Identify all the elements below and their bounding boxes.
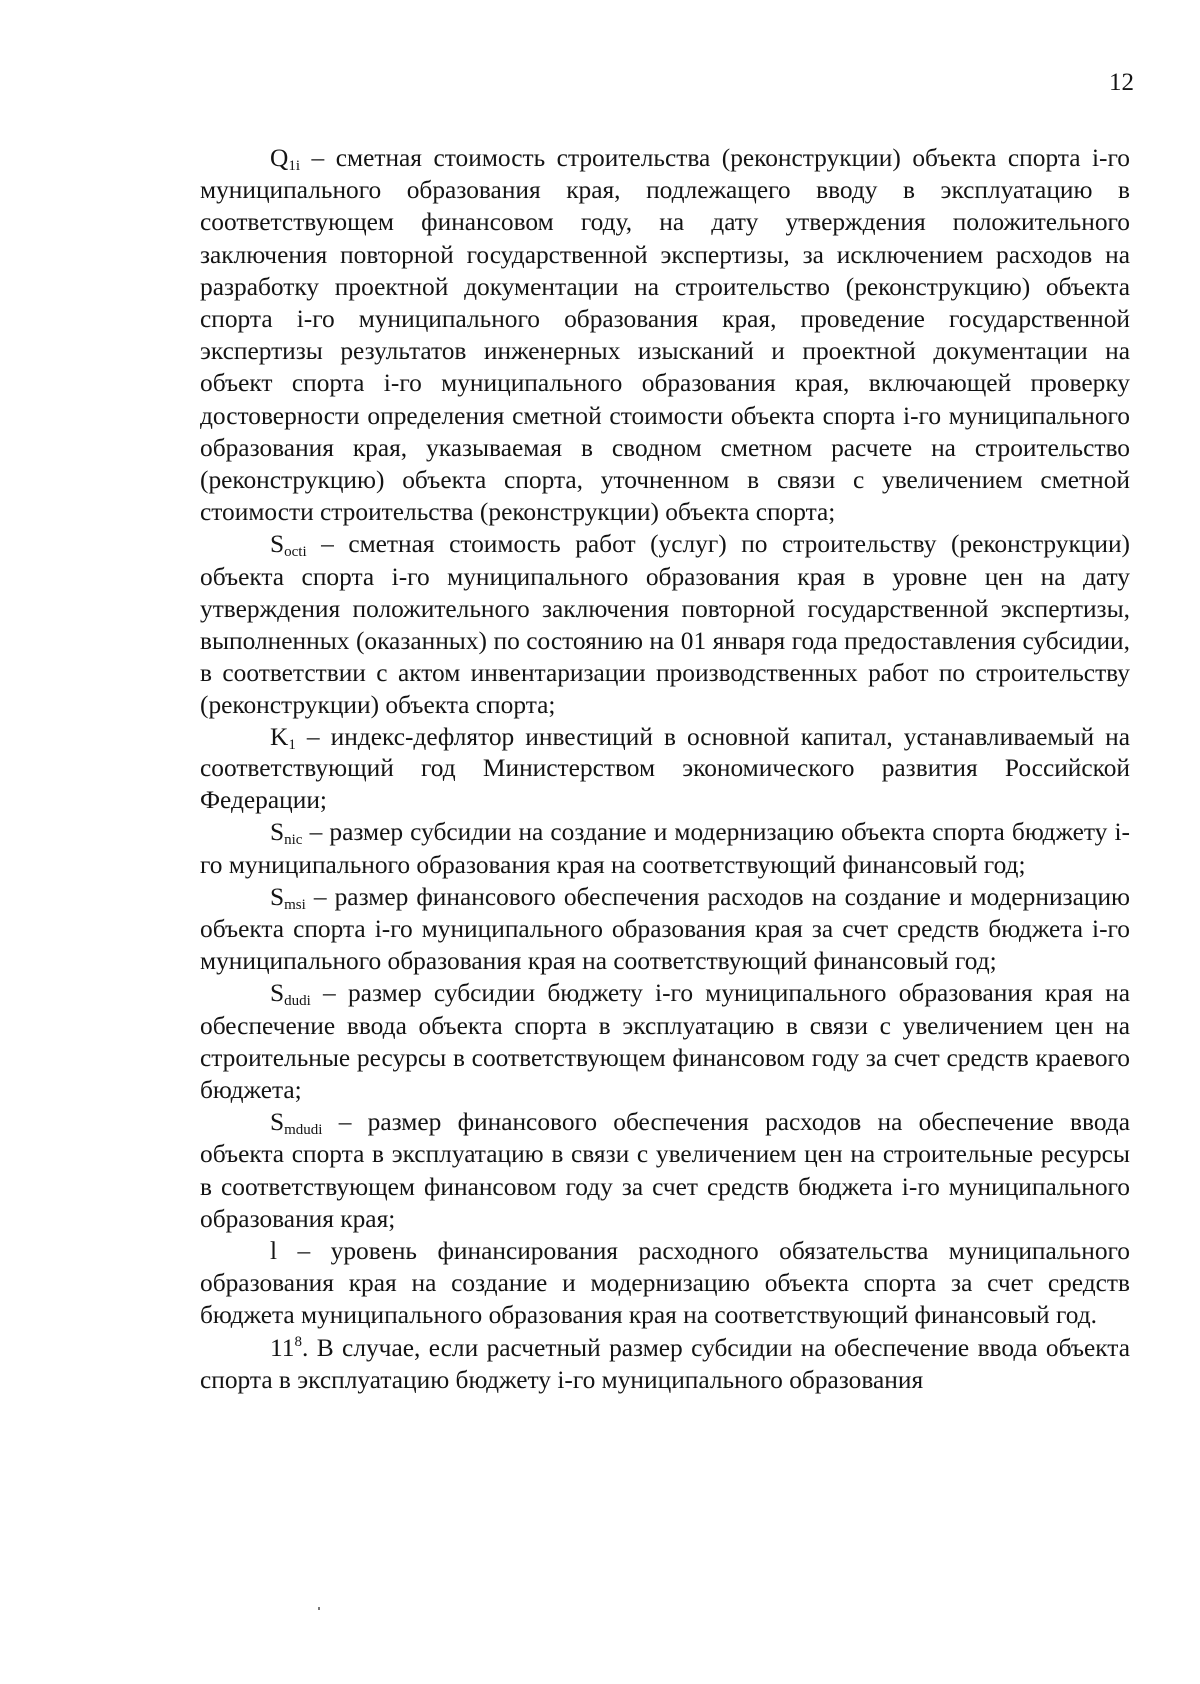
clause-number: $11^8$ [270, 1333, 302, 1362]
symbol: $Q_{1i}$ [270, 144, 301, 174]
definition-smsi [200, 881, 1130, 978]
definition-text: – размер субсидии на создание и модернизацию объекта спорта бюджету i-го муниципального образования края на соответствующий финансовый год; [200, 818, 1130, 879]
symbol: $S_{msi}$ [270, 882, 306, 913]
definition-smdudi [200, 1106, 1130, 1235]
definition-text: – индекс-дефлятор инвестиций в основной капитал, устанавливаемый на соответствующий год Министерством экономического развития Российской Федерации; [200, 722, 1130, 814]
definition-socti [200, 528, 1130, 721]
definition-q1i [200, 142, 1130, 528]
clause-text: . В случае, если расчетный размер субсидии на обеспечение ввода объекта спорта в эксплуатацию бюджету i-го муниципального образования [200, 1333, 1130, 1394]
symbol: $S_{dudi}$ [270, 979, 311, 1010]
definition-l [200, 1235, 1130, 1332]
definition-k1 [200, 722, 1130, 817]
definition-text: – размер финансового обеспечения расходов на создание и модернизацию объекта спорта i-го муниципального образования края за счет средств бюджета i-го муниципального образования края на соответствующий финансовый год; [200, 882, 1130, 976]
definition-sdudi [200, 977, 1130, 1106]
definition-snic [200, 816, 1130, 880]
scan-speck [318, 1607, 320, 1610]
definition-text: – размер финансового обеспечения расходов на обеспечение ввода объекта спорта в эксплуатацию в связи с увеличением цен на строительные ресурсы в соответствующем финансовом году за счет средств бюджета i-го муниципального образования края; [200, 1108, 1130, 1233]
definition-text: – уровень финансирования расходного обязательства муниципального образования края на создание и модернизацию объекта спорта за счет средств бюджета муниципального образования края на соответствующий финансовый год. [200, 1237, 1130, 1330]
symbol: l [270, 1237, 278, 1266]
document-body [200, 142, 1130, 1396]
symbol: $S_{mdudi}$ [270, 1108, 323, 1139]
clause-11-8 [200, 1332, 1130, 1396]
definition-text: – размер субсидии бюджету i-го муниципального образования края на обеспечение ввода объекта спорта в эксплуатацию в связи с увеличением цен на строительные ресурсы в соответствующем финансовом году за счет средств краевого бюджета; [200, 979, 1130, 1105]
definition-text: – сметная стоимость работ (услуг) по строительству (реконструкции) объекта спорта i-го муниципального образования края в уровне цен на дату утверждения положительного заключения повторной государственной экспертизы, выполненных (оказанных) по состоянию на 01 января года предоставления субсидии, в соответствии с актом инвентаризации производственных работ по строительству (реконструкции) объекта спорта; [200, 530, 1130, 720]
symbol: $S_{nic}$ [270, 818, 303, 849]
definition-text: – сметная стоимость строительства (реконструкции) объекта спорта i-го муниципального образования края, подлежащего вводу в эксплуатацию в соответствующем финансовом году, на дату утверждения положительного заключения повторной государственной экспертизы, за исключением расходов на разработку проектной документации на строительство (реконструкцию) объекта спорта i-го муниципального образования края, проведение государственной экспертизы результатов инженерных изысканий и проектной документации на объект спорта i-го муниципального образования края, включающей проверку достоверности определения сметной стоимости объекта спорта i-го муниципального образования края, указываемая в сводном сметном расчете на строительство (реконструкцию) объекта спорта, уточненном в связи с увеличением сметной стоимости строительства (реконструкции) объекта спорта; [200, 144, 1130, 527]
page-number: 12 [1109, 69, 1134, 96]
symbol: $S_{octi}$ [270, 530, 307, 561]
symbol: $K_1$ [270, 722, 296, 753]
